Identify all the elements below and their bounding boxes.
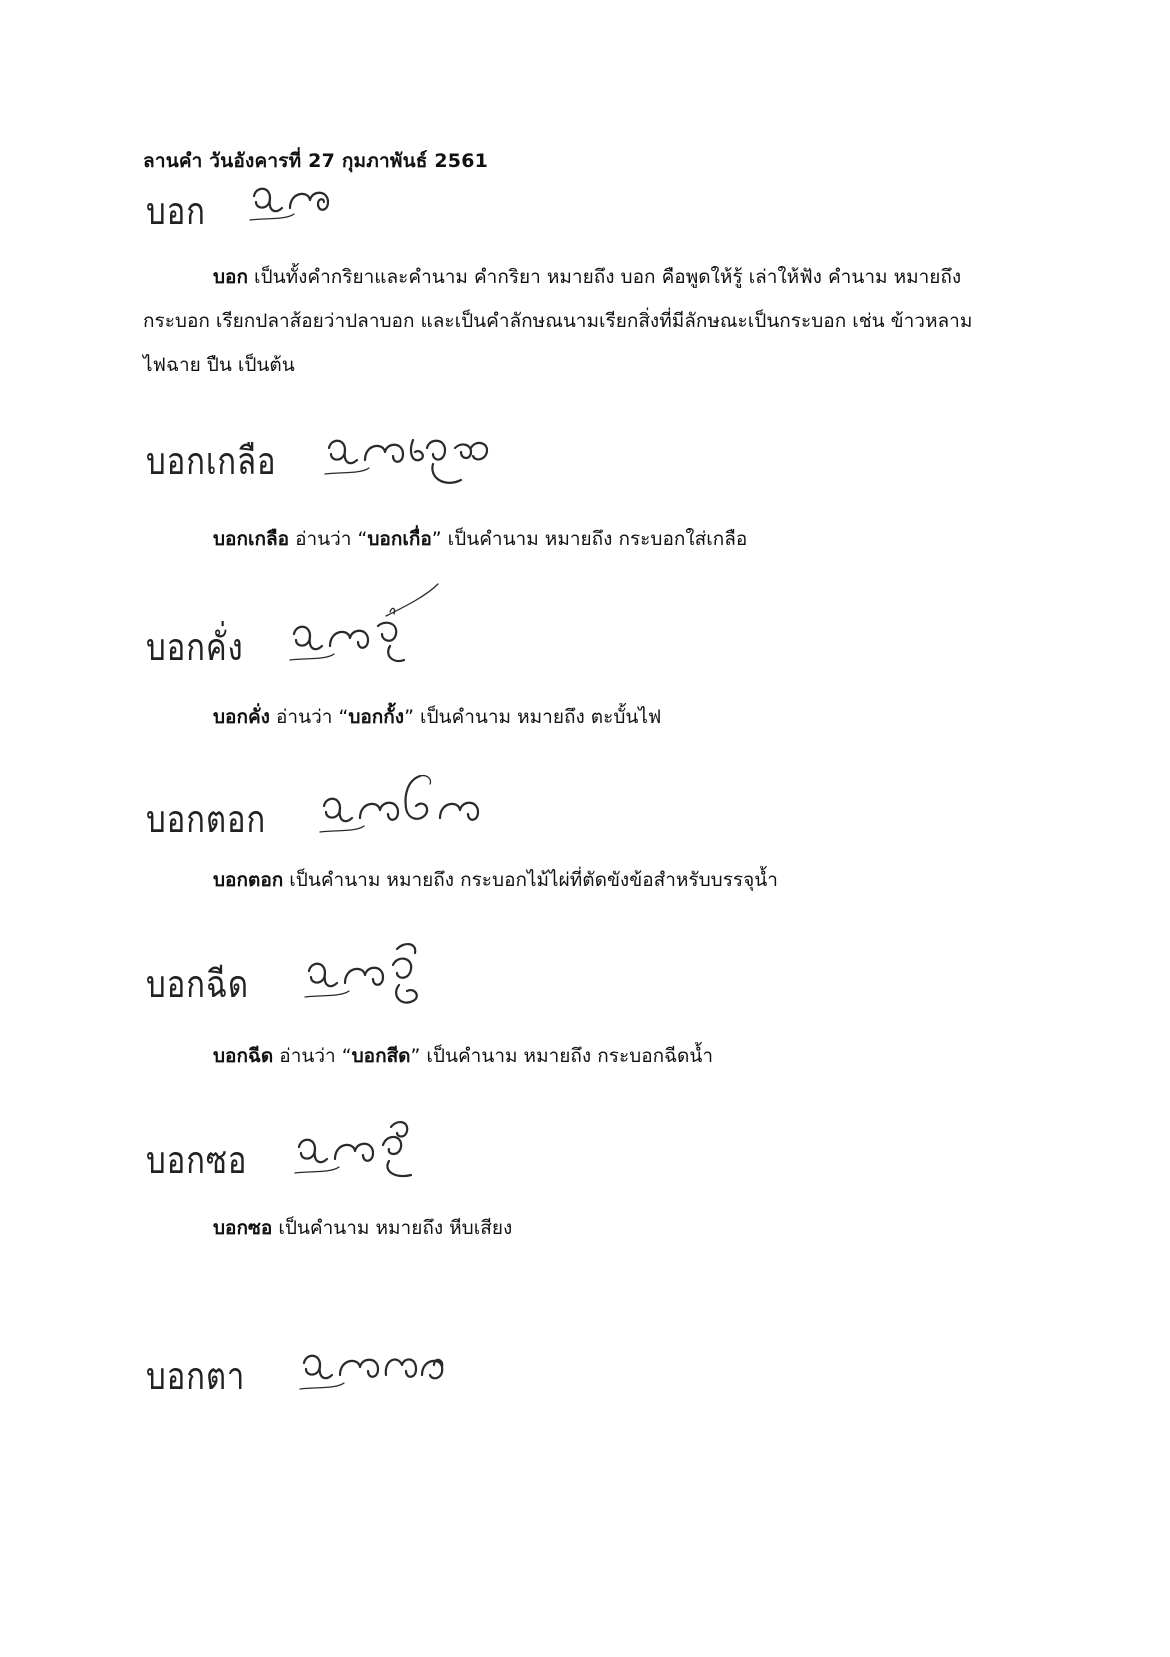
definition-line [213, 1041, 713, 1071]
thai-word: บอกคั่ง [146, 625, 244, 669]
lanna-script-glyph [286, 576, 466, 686]
definition-text: เป็นคำนาม หมายถึง หีบเสียง [272, 1217, 513, 1239]
definition-text: ” เป็นคำนาม หมายถึง กระบอกฉีดน้ำ [410, 1045, 714, 1067]
lanna-script-glyph [321, 418, 521, 508]
thai-word: บอกตา [146, 1354, 246, 1398]
pronunciation: บอกสีด [351, 1045, 411, 1067]
thai-word: บอกซอ [146, 1138, 248, 1182]
term: บอกตอก [213, 869, 284, 891]
term: บอกคั่ง [213, 706, 270, 728]
lanna-script-glyph [301, 929, 481, 1029]
thai-word: บอก [146, 189, 206, 233]
definition-line [213, 524, 747, 554]
lanna-script-glyph [296, 1331, 496, 1411]
definition-text: เป็นคำนาม หมายถึง กระบอกไม้ไผ่ที่ตัดขังข้อสำหรับบรรจุน้ำ [283, 869, 778, 891]
definition-text: อ่านว่า “ [273, 1045, 352, 1067]
definition-line [213, 1213, 512, 1243]
definition-text: อ่านว่า “ [289, 528, 368, 550]
thai-word: บอกเกลือ [146, 439, 277, 483]
term: บอกซอ [213, 1217, 273, 1239]
intro-term: บอก [213, 266, 248, 288]
intro-paragraph [143, 255, 1013, 387]
thai-word: บอกตอก [146, 797, 267, 841]
definition-text: อ่านว่า “ [269, 706, 349, 728]
pronunciation: บอกเกื่อ [367, 528, 432, 550]
date-heading: ลานคำ วันอังคารที่ 27 กุมภาพันธ์ 2561 [143, 150, 489, 172]
definition-text: ” เป็นคำนาม หมายถึง ตะบั้นไฟ [404, 706, 662, 728]
pronunciation: บอกกั้ง [348, 706, 405, 728]
definition-line [213, 865, 778, 895]
definition-text: ” เป็นคำนาม หมายถึง กระบอกใส่เกลือ [431, 528, 748, 550]
definition-line [213, 702, 661, 732]
term: บอกฉีด [213, 1045, 274, 1067]
intro-text: เป็นทั้งคำกริยาและคำนาม คำกริยา หมายถึง บอก คือพูดให้รู้ เล่าให้ฟัง คำนาม หมายถึง กระบอก เรียกปลาส้อยว่าปลาบอก และเป็นคำลักษณนามเรียกสิ่งที่มีลักษณะเป็นกระบอก เช่น ข้าวหลาม ไฟฉาย ปืน เป็นต้น [143, 266, 973, 376]
lanna-script-glyph [291, 1105, 471, 1205]
thai-word: บอกฉีด [146, 962, 249, 1006]
lanna-script-glyph [246, 168, 366, 238]
term: บอกเกลือ [213, 528, 290, 550]
lanna-script-glyph [316, 766, 516, 856]
